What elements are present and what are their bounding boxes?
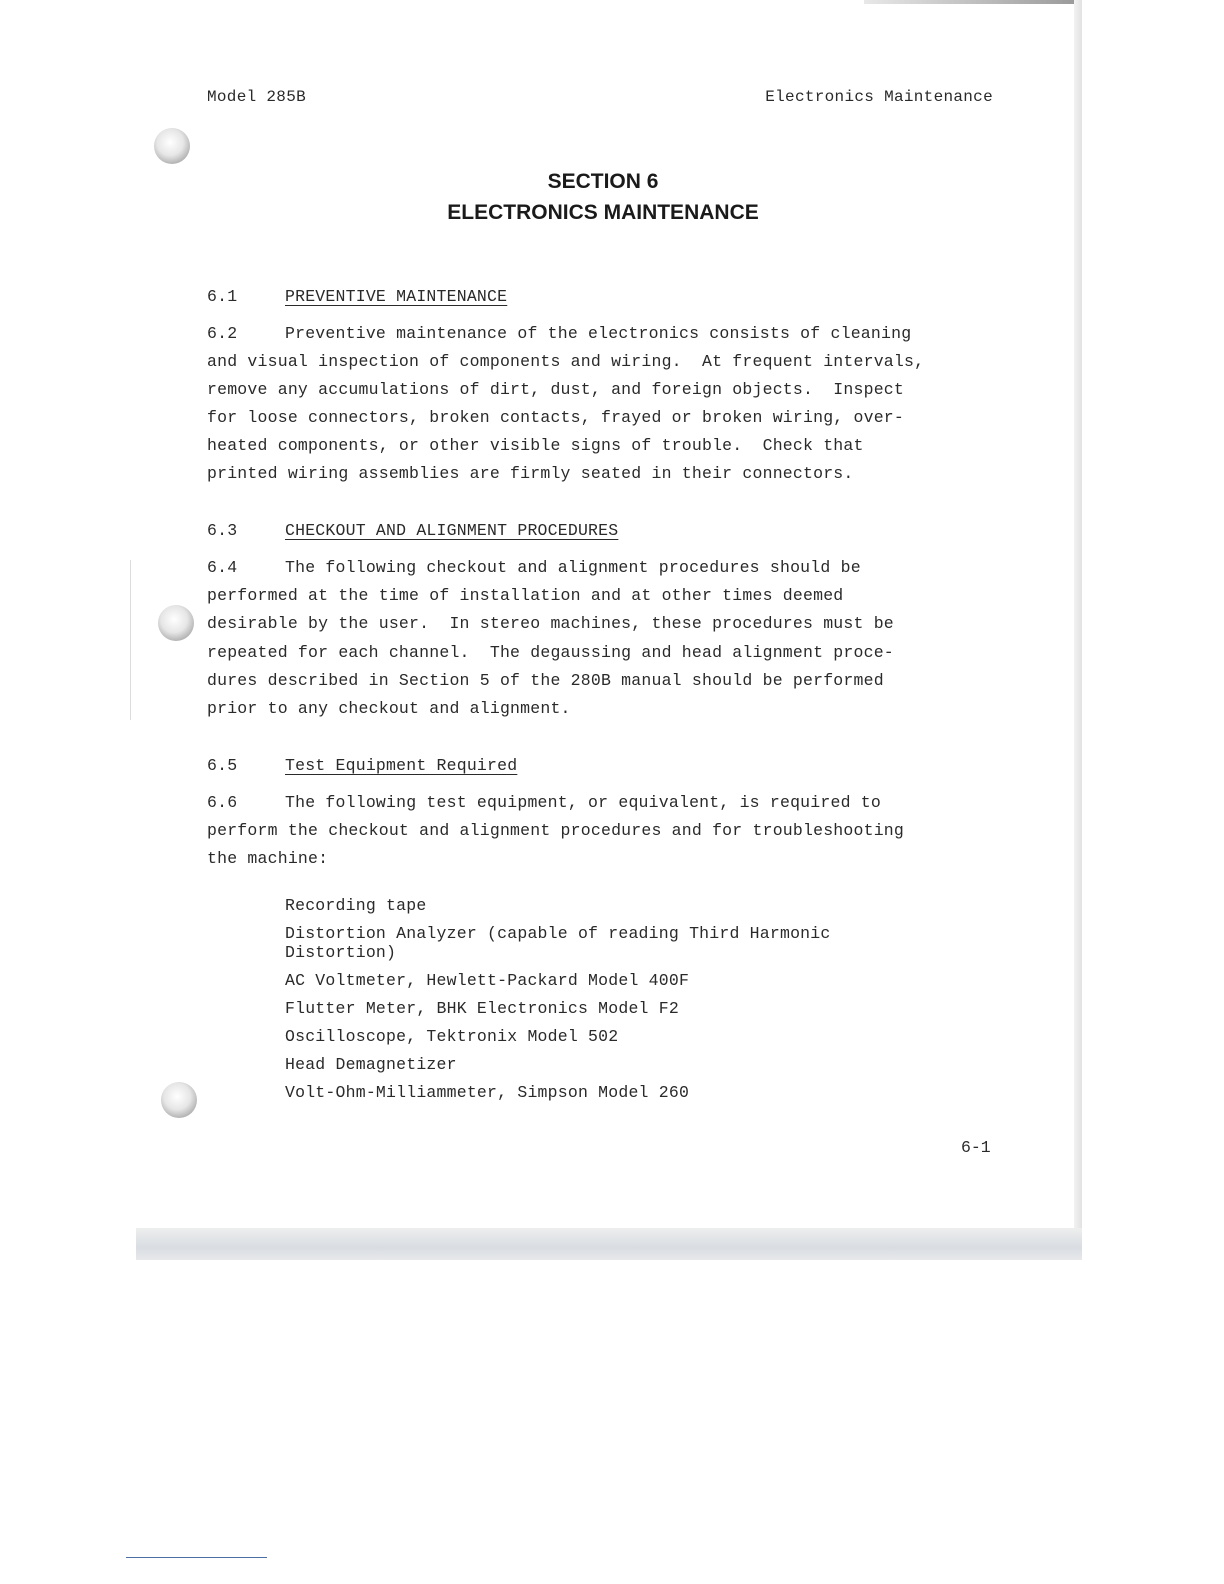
section-number-6-6: 6.6 [207,793,238,812]
equipment-item: Oscilloscope, Tektronix Model 502 [285,1027,619,1046]
paragraph-line: desirable by the user. In stereo machines, these procedures must be [207,614,894,633]
equipment-item: Head Demagnetizer [285,1055,457,1074]
heading-preventive-maintenance: PREVENTIVE MAINTENANCE [285,287,508,306]
paragraph-line: prior to any checkout and alignment. [207,699,571,718]
heading-test-equipment: Test Equipment Required [285,756,518,775]
paragraph-line: the machine: [207,849,329,868]
paragraph-line: dures described in Section 5 of the 280B manual should be performed [207,671,884,690]
section-title: SECTION 6 [547,170,659,193]
header-model: Model 285B [207,88,307,106]
paragraph-line: The following test equipment, or equivalent, is required to [285,793,881,812]
punch-hole-top [154,128,190,164]
section-number-6-1: 6.1 [207,287,238,306]
paragraph-line: heated components, or other visible signs of trouble. Check that [207,436,864,455]
paragraph-line: and visual inspection of components and wiring. At frequent intervals, [207,352,925,371]
bottom-rule [126,1557,267,1558]
scan-bottom-edge [136,1228,1082,1260]
section-number-6-5: 6.5 [207,756,238,775]
scan-top-mark [864,0,1076,4]
paragraph-line: perform the checkout and alignment procedures and for troubleshooting [207,821,905,840]
page-number: 6-1 [961,1138,991,1157]
paragraph-line: remove any accumulations of dirt, dust, and foreign objects. Inspect [207,380,905,399]
paragraph-line: printed wiring assemblies are firmly seated in their connectors. [207,464,854,483]
paragraph-line: Preventive maintenance of the electronics consists of cleaning [285,324,912,343]
heading-checkout-alignment: CHECKOUT AND ALIGNMENT PROCEDURES [285,521,619,540]
paragraph-line: for loose connectors, broken contacts, frayed or broken wiring, over- [207,408,905,427]
punch-hole-middle [158,605,194,641]
section-number-6-3: 6.3 [207,521,238,540]
paragraph-line: The following checkout and alignment procedures should be [285,558,861,577]
equipment-item-continuation: Distortion) [285,943,397,962]
paragraph-line: repeated for each channel. The degaussing and head alignment proce- [207,643,894,662]
equipment-item: AC Voltmeter, Hewlett-Packard Model 400F [285,971,690,990]
section-number-6-2: 6.2 [207,324,238,343]
punch-hole-bottom [161,1082,197,1118]
equipment-item: Volt-Ohm-Milliammeter, Simpson Model 260 [285,1083,690,1102]
paragraph-line: performed at the time of installation and at other times deemed [207,586,844,605]
section-number-6-4: 6.4 [207,558,238,577]
equipment-item: Distortion Analyzer (capable of reading Third Harmonic [285,924,831,943]
section-subtitle: ELECTRONICS MAINTENANCE [447,201,759,224]
scan-left-line [130,560,131,720]
header-section-name: Electronics Maintenance [765,88,993,106]
equipment-item: Flutter Meter, BHK Electronics Model F2 [285,999,679,1018]
equipment-item: Recording tape [285,896,427,915]
